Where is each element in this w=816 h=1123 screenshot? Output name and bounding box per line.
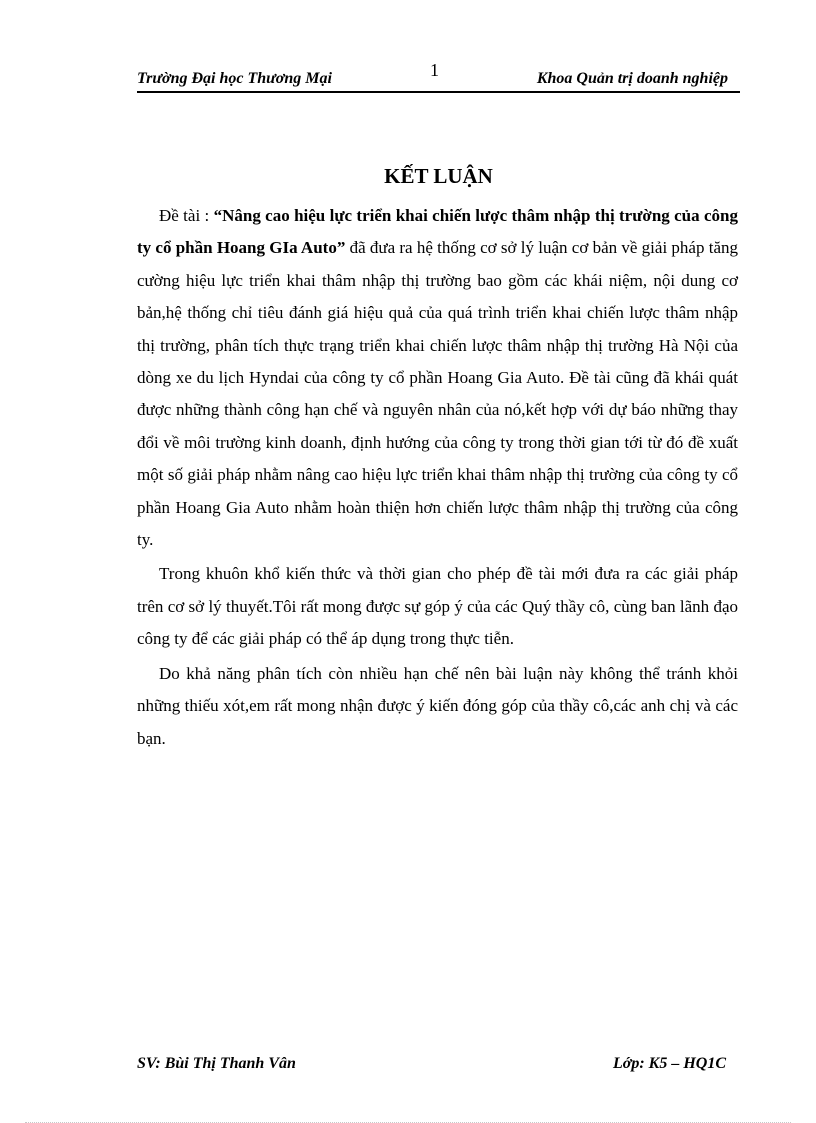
footer-class: Lớp: K5 – HQ1C <box>612 1055 726 1072</box>
page-header <box>137 60 740 93</box>
footer-student: SV: Bùi Thị Thanh Vân <box>137 1055 296 1072</box>
paragraph-1-prefix: Đề tài : <box>159 206 214 225</box>
paragraph-3: Do khả năng phân tích còn nhiều hạn chế nên bài luận này không thể tránh khỏi những thiếu xót,em rất mong nhận được ý kiến đóng góp của thầy cô,các anh chị và các bạn. <box>137 663 738 748</box>
section-title: KẾT LUẬN <box>384 164 493 188</box>
page-number: 1 <box>430 60 439 80</box>
page-footer <box>137 1055 740 1075</box>
thesis-title: “Nâng cao hiệu lực triển khai chiến lược thâm nhập thị trường của công ty cổ phần Hoang GIa Auto” <box>137 206 738 258</box>
header-university: Trường Đại học Thương Mại <box>137 70 332 87</box>
header-divider <box>137 91 740 93</box>
header-faculty: Khoa Quản trị doanh nghiệp <box>536 70 728 87</box>
paragraph-1 <box>137 200 738 556</box>
paragraph-1-text: đã đưa ra hệ thống cơ sở lý luận cơ bản về giải pháp tăng cường hiệu lực triển khai thâm nhập thị trường bao gồm các khái niệm, nội dung cơ bản,hệ thống chỉ tiêu đánh giá hiệu quả của quá trình triển khai chiến lược thâm nhập thị trường, phân tích thực trạng triển khai chiến lược thâm nhập thị trường Hà Nội của dòng xe du lịch Hyndai của công ty cổ phần Hoang Gia Auto. Đề tài cũng đã khái quát được những thành công hạn chế và nguyên nhân của nó,kết hợp với dự báo những thay đổi về môi trường kinh doanh, định hướng của công ty trong thời gian tới từ đó đề xuất một số giải pháp nhằm nâng cao hiệu lực triển khai thâm nhập thị trường của công ty cổ phần Hoang Gia Auto nhằm hoàn thiện hơn chiến lược thâm nhập thị trường của công ty. <box>137 238 739 550</box>
conclusion-body <box>137 200 738 757</box>
paragraph-2: Trong khuôn khổ kiến thức và thời gian cho phép đề tài mới đưa ra các giải pháp trên cơ sở lý thuyết.Tôi rất mong được sự góp ý của các Quý thầy cô, cùng ban lãnh đạo công ty để các giải pháp có thể áp dụng trong thực tiễn. <box>137 564 738 649</box>
